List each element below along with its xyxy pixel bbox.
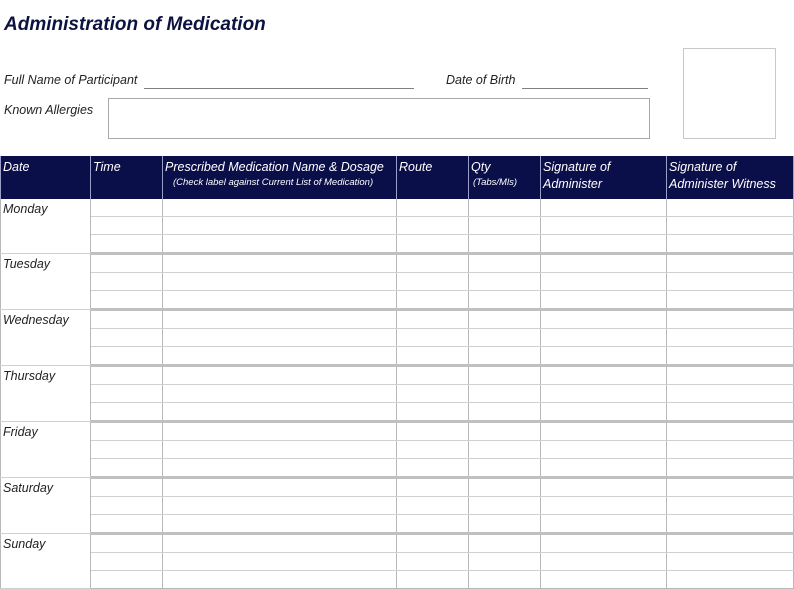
entry-cell[interactable]	[91, 515, 163, 534]
entry-cell[interactable]	[667, 478, 794, 497]
entry-cell[interactable]	[469, 571, 541, 589]
entry-cell[interactable]	[667, 497, 794, 515]
day-label-thursday: Thursday	[1, 366, 91, 422]
entry-cell[interactable]	[163, 515, 397, 534]
entry-cell[interactable]	[397, 329, 469, 347]
table-row	[1, 385, 794, 403]
entry-cell[interactable]	[397, 515, 469, 534]
table-row	[1, 235, 794, 254]
header-signature-witness: Signature of Administer Witness	[667, 156, 794, 199]
day-label-friday: Friday	[1, 422, 91, 478]
dob-field[interactable]	[522, 88, 648, 89]
entry-cell[interactable]	[163, 497, 397, 515]
entry-cell[interactable]	[91, 534, 163, 553]
entry-cell[interactable]	[469, 534, 541, 553]
entry-cell[interactable]	[397, 478, 469, 497]
entry-cell[interactable]	[91, 366, 163, 385]
full-name-label: Full Name of Participant	[4, 73, 138, 87]
entry-cell[interactable]	[163, 273, 397, 291]
entry-cell[interactable]	[163, 571, 397, 589]
entry-cell[interactable]	[541, 199, 667, 217]
header-signature-administer: Signature of Administer	[541, 156, 667, 199]
entry-cell[interactable]	[541, 273, 667, 291]
table-row	[1, 329, 794, 347]
header-date: Date	[1, 156, 91, 199]
entry-cell[interactable]	[163, 478, 397, 497]
table-row	[1, 403, 794, 422]
entry-cell[interactable]	[541, 497, 667, 515]
entry-cell[interactable]	[541, 459, 667, 478]
table-row	[1, 291, 794, 310]
entry-cell[interactable]	[163, 422, 397, 441]
entry-cell[interactable]	[397, 217, 469, 235]
entry-cell[interactable]	[91, 571, 163, 589]
entry-cell[interactable]	[541, 553, 667, 571]
entry-cell[interactable]	[469, 235, 541, 254]
entry-cell[interactable]	[91, 347, 163, 366]
entry-cell[interactable]	[163, 366, 397, 385]
entry-cell[interactable]	[667, 385, 794, 403]
header-qty-note: (Tabs/Mls)	[473, 177, 517, 188]
entry-cell[interactable]	[91, 497, 163, 515]
entry-cell[interactable]	[667, 366, 794, 385]
entry-cell[interactable]	[541, 403, 667, 422]
entry-cell[interactable]	[469, 441, 541, 459]
entry-cell[interactable]	[397, 497, 469, 515]
table-row	[1, 534, 794, 553]
entry-cell[interactable]	[91, 235, 163, 254]
table-row	[1, 571, 794, 589]
table-row	[1, 310, 794, 329]
entry-cell[interactable]	[541, 235, 667, 254]
header-qty: Qty (Tabs/Mls)	[469, 156, 541, 199]
entry-cell[interactable]	[469, 217, 541, 235]
entry-cell[interactable]	[541, 291, 667, 310]
entry-cell[interactable]	[667, 235, 794, 254]
entry-cell[interactable]	[397, 254, 469, 273]
entry-cell[interactable]	[667, 254, 794, 273]
entry-cell[interactable]	[469, 199, 541, 217]
entry-cell[interactable]	[667, 291, 794, 310]
entry-cell[interactable]	[397, 441, 469, 459]
table-row	[1, 199, 794, 217]
entry-cell[interactable]	[541, 478, 667, 497]
entry-cell[interactable]	[91, 329, 163, 347]
entry-cell[interactable]	[397, 459, 469, 478]
table-row	[1, 441, 794, 459]
entry-cell[interactable]	[667, 553, 794, 571]
entry-cell[interactable]	[469, 478, 541, 497]
entry-cell[interactable]	[667, 199, 794, 217]
entry-cell[interactable]	[667, 273, 794, 291]
entry-cell[interactable]	[541, 515, 667, 534]
entry-cell[interactable]	[91, 385, 163, 403]
entry-cell[interactable]	[469, 459, 541, 478]
entry-cell[interactable]	[469, 329, 541, 347]
table-row	[1, 497, 794, 515]
table-row	[1, 366, 794, 385]
entry-cell[interactable]	[469, 310, 541, 329]
entry-cell[interactable]	[397, 235, 469, 254]
entry-cell[interactable]	[667, 347, 794, 366]
entry-cell[interactable]	[541, 366, 667, 385]
entry-cell[interactable]	[397, 310, 469, 329]
table-row	[1, 478, 794, 497]
entry-cell[interactable]	[397, 347, 469, 366]
entry-cell[interactable]	[541, 347, 667, 366]
entry-cell[interactable]	[667, 515, 794, 534]
dob-label: Date of Birth	[446, 73, 516, 87]
entry-cell[interactable]	[163, 347, 397, 366]
entry-cell[interactable]	[163, 385, 397, 403]
table-row	[1, 459, 794, 478]
entry-cell[interactable]	[397, 273, 469, 291]
day-label-tuesday: Tuesday	[1, 254, 91, 310]
entry-cell[interactable]	[469, 422, 541, 441]
entry-cell[interactable]	[469, 273, 541, 291]
entry-cell[interactable]	[91, 441, 163, 459]
entry-cell[interactable]	[91, 478, 163, 497]
entry-cell[interactable]	[163, 441, 397, 459]
entry-cell[interactable]	[163, 199, 397, 217]
photo-box	[683, 48, 776, 139]
entry-cell[interactable]	[667, 217, 794, 235]
entry-cell[interactable]	[469, 291, 541, 310]
entry-cell[interactable]	[91, 217, 163, 235]
entry-cell[interactable]	[397, 553, 469, 571]
entry-cell[interactable]	[541, 217, 667, 235]
entry-cell[interactable]	[667, 534, 794, 553]
entry-cell[interactable]	[397, 403, 469, 422]
entry-cell[interactable]	[163, 310, 397, 329]
entry-cell[interactable]	[469, 497, 541, 515]
header-medication: Prescribed Medication Name & Dosage (Check label against Current List of Medication)	[163, 156, 397, 199]
allergies-field[interactable]	[108, 98, 650, 139]
header-route: Route	[397, 156, 469, 199]
entry-cell[interactable]	[91, 291, 163, 310]
entry-cell[interactable]	[397, 534, 469, 553]
entry-cell[interactable]	[91, 310, 163, 329]
entry-cell[interactable]	[163, 254, 397, 273]
entry-cell[interactable]	[469, 515, 541, 534]
entry-cell[interactable]	[541, 422, 667, 441]
table-header-row	[1, 156, 794, 199]
entry-cell[interactable]	[163, 291, 397, 310]
table-row	[1, 217, 794, 235]
day-label-monday: Monday	[1, 199, 91, 254]
entry-cell[interactable]	[163, 553, 397, 571]
entry-cell[interactable]	[163, 534, 397, 553]
entry-cell[interactable]	[163, 217, 397, 235]
entry-cell[interactable]	[91, 422, 163, 441]
entry-cell[interactable]	[397, 366, 469, 385]
form-title: Administration of Medication	[4, 14, 266, 35]
entry-cell[interactable]	[469, 347, 541, 366]
header-medication-note: (Check label against Current List of Medication)	[173, 177, 374, 188]
entry-cell[interactable]	[469, 385, 541, 403]
table-body	[1, 199, 794, 589]
entry-cell[interactable]	[541, 329, 667, 347]
entry-cell[interactable]	[541, 310, 667, 329]
entry-cell[interactable]	[667, 571, 794, 589]
entry-cell[interactable]	[397, 422, 469, 441]
entry-cell[interactable]	[667, 441, 794, 459]
table-row	[1, 515, 794, 534]
entry-cell[interactable]	[397, 571, 469, 589]
entry-cell[interactable]	[91, 254, 163, 273]
entry-cell[interactable]	[163, 403, 397, 422]
entry-cell[interactable]	[91, 459, 163, 478]
entry-cell[interactable]	[667, 403, 794, 422]
entry-cell[interactable]	[91, 199, 163, 217]
day-label-wednesday: Wednesday	[1, 310, 91, 366]
entry-cell[interactable]	[541, 441, 667, 459]
table-row	[1, 553, 794, 571]
entry-cell[interactable]	[163, 459, 397, 478]
table-row	[1, 422, 794, 441]
entry-cell[interactable]	[541, 534, 667, 553]
entry-cell[interactable]	[667, 459, 794, 478]
entry-cell[interactable]	[163, 329, 397, 347]
entry-cell[interactable]	[91, 273, 163, 291]
day-label-sunday: Sunday	[1, 534, 91, 589]
entry-cell[interactable]	[397, 291, 469, 310]
entry-cell[interactable]	[667, 329, 794, 347]
entry-cell[interactable]	[163, 235, 397, 254]
entry-cell[interactable]	[397, 199, 469, 217]
entry-cell[interactable]	[469, 366, 541, 385]
entry-cell[interactable]	[541, 571, 667, 589]
full-name-field[interactable]	[144, 88, 414, 89]
table-row	[1, 254, 794, 273]
entry-cell[interactable]	[667, 422, 794, 441]
day-label-saturday: Saturday	[1, 478, 91, 534]
entry-cell[interactable]	[91, 403, 163, 422]
entry-cell[interactable]	[667, 310, 794, 329]
table-row	[1, 273, 794, 291]
header-time: Time	[91, 156, 163, 199]
entry-cell[interactable]	[541, 385, 667, 403]
entry-cell[interactable]	[397, 385, 469, 403]
entry-cell[interactable]	[469, 553, 541, 571]
allergies-label: Known Allergies	[4, 103, 94, 117]
entry-cell[interactable]	[469, 403, 541, 422]
entry-cell[interactable]	[469, 254, 541, 273]
entry-cell[interactable]	[91, 553, 163, 571]
medication-table	[0, 156, 794, 589]
entry-cell[interactable]	[541, 254, 667, 273]
table-row	[1, 347, 794, 366]
